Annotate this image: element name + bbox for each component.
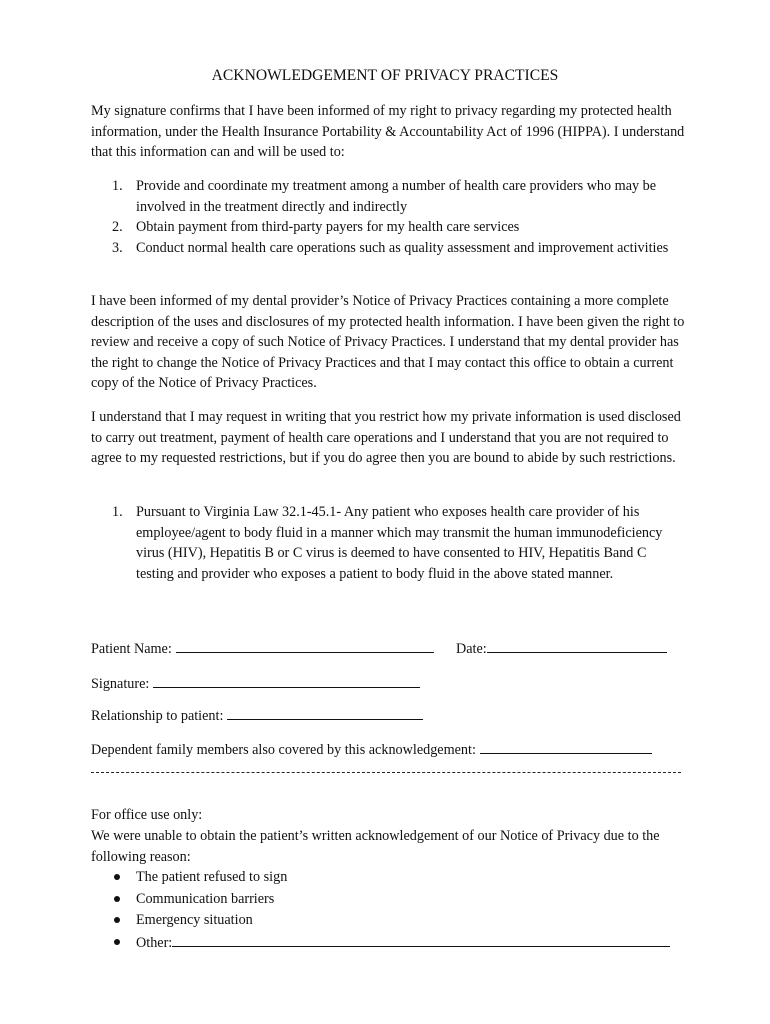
reason-item-refused[interactable]	[91, 867, 691, 889]
bullet-icon	[114, 874, 120, 880]
date-row	[456, 638, 667, 660]
patient-name-label: Patient Name:	[91, 641, 172, 657]
reasons-list	[91, 867, 691, 954]
reason-label: Communication barriers	[136, 890, 275, 907]
reason-label: The patient refused to sign	[136, 869, 288, 885]
relationship-label: Relationship to patient:	[91, 708, 224, 724]
list-item	[91, 217, 681, 238]
virginia-law-list	[91, 502, 681, 584]
reason-item-communication[interactable]	[91, 889, 691, 911]
list-item-text: Pursuant to Virginia Law 32.1-45.1- Any patient who exposes health care provider of his employee/agent to body fluid in a manner which may transmit the human immunodeficiency virus (HIV), Hepatitis B or C virus is deemed to have consented to HIV, Hepatitis Band C testing and provider who exposes a patient to body fluid in the above stated manner.	[136, 504, 663, 582]
document-title: ACKNOWLEDGEMENT OF PRIVACY PRACTICES	[211, 67, 559, 84]
dependents-field[interactable]	[480, 739, 652, 754]
restrictions-paragraph: I understand that I may request in writing that you restrict how my private information is used disclosed to carry out treatment, payment of health care operations and I understand that you are not required to agree to my requested restrictions, but if you do agree then you are bound to abide by such restrictions.	[91, 409, 681, 467]
list-item	[91, 238, 681, 259]
signature-label: Signature:	[91, 676, 150, 692]
date-label: Date:	[456, 641, 487, 657]
list-number: 2.	[112, 219, 123, 236]
list-item	[91, 176, 681, 217]
bullet-icon	[114, 917, 120, 923]
office-use-reason-intro: We were unable to obtain the patient’s written acknowledgement of our Notice of Privacy due to the following reason:	[91, 828, 660, 865]
patient-name-row	[91, 638, 434, 660]
list-number: 1.	[112, 504, 123, 520]
list-item	[91, 502, 681, 584]
reason-item-emergency[interactable]	[91, 910, 691, 932]
bullet-icon	[114, 939, 120, 945]
uses-list	[91, 176, 681, 258]
patient-name-field[interactable]	[176, 638, 434, 653]
dependents-label: Dependent family members also covered by this acknowledgement:	[91, 742, 476, 758]
date-field[interactable]	[487, 638, 667, 653]
signature-field[interactable]	[153, 673, 420, 688]
bullet-icon	[114, 896, 120, 902]
office-use-heading: For office use only:	[91, 807, 203, 823]
relationship-row	[91, 705, 423, 727]
dependents-row	[91, 739, 652, 761]
list-item-text: Conduct normal health care operations such as quality assessment and improvement activities	[136, 239, 669, 256]
notice-paragraph: I have been informed of my dental provider’s Notice of Privacy Practices containing a more complete description of the uses and disclosures of my protected health information. I have been given the right to review and receive a copy of such Notice of Privacy Practices. I understand that my dental provider has the right to change the Notice of Privacy Practices and that I may contact this office to obtain a current copy of the Notice of Privacy Practices.	[91, 293, 685, 392]
relationship-field[interactable]	[227, 705, 423, 720]
dashed-separator	[91, 772, 681, 773]
reason-label: Other:	[136, 934, 173, 951]
other-reason-field[interactable]	[172, 932, 670, 947]
intro-paragraph: My signature confirms that I have been informed of my right to privacy regarding my protected health information, under the Health Insurance Portability & Accountability Act of 1996 (HIPPA). I understand that this information can and will be used to:	[91, 103, 685, 161]
reason-label: Emergency situation	[136, 912, 253, 928]
list-number: 3.	[112, 239, 123, 256]
list-number: 1.	[112, 178, 123, 194]
signature-row	[91, 673, 420, 695]
list-item-text: Provide and coordinate my treatment among a number of health care providers who may be involved in the treatment directly and indirectly	[136, 178, 657, 215]
list-item-text: Obtain payment from third-party payers for my health care services	[136, 219, 520, 236]
reason-item-other[interactable]	[91, 932, 691, 955]
